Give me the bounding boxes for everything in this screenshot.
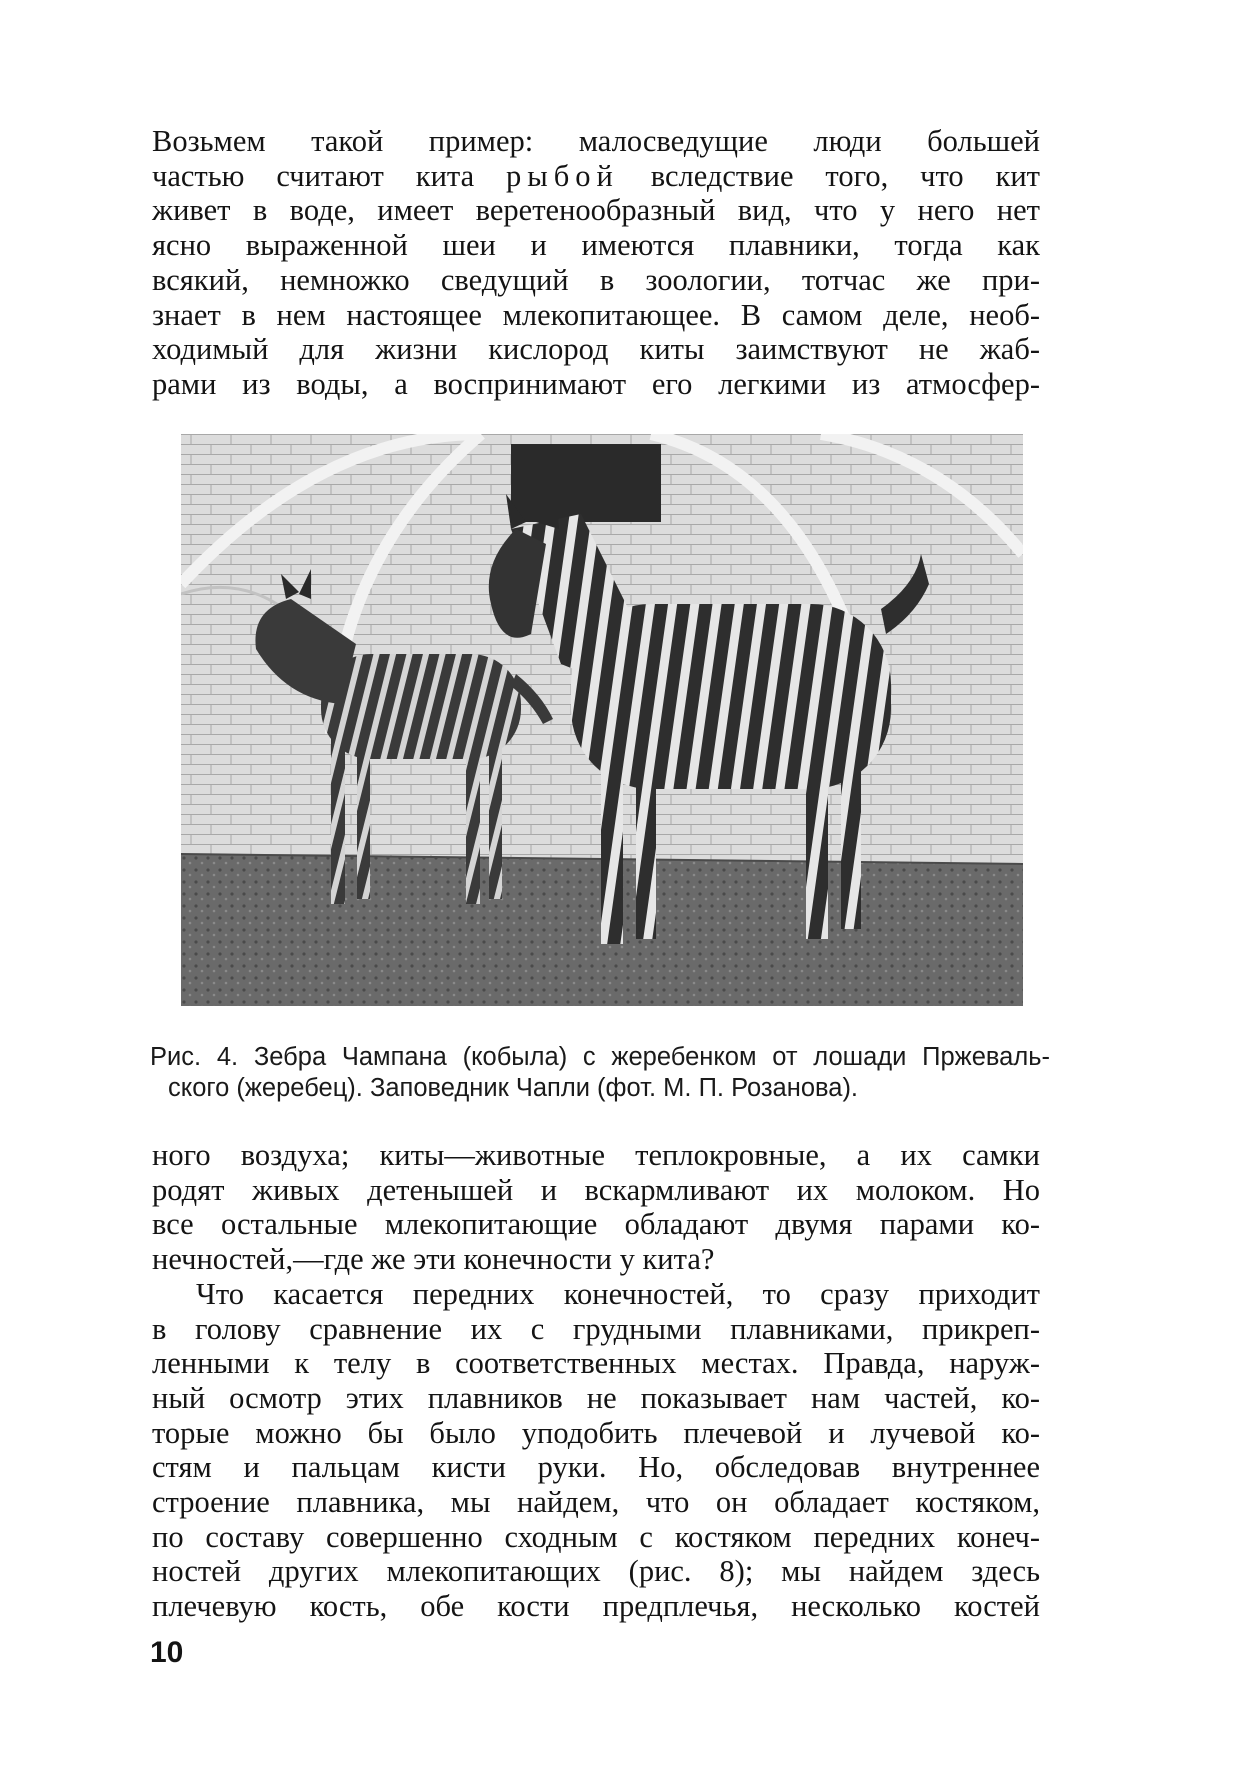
text-line: стям и пальцам кисти руки. Но, обследовав внутреннее — [152, 1450, 1040, 1485]
body-text-top — [152, 124, 1040, 402]
body-text-bottom — [152, 1138, 1040, 1624]
text-line: все остальные млекопитающие обладают двумя парами ко- — [152, 1207, 1040, 1242]
figure-caption — [150, 1042, 1050, 1104]
text-line: Что касается передних конечностей, то сразу приходит — [196, 1276, 1040, 1311]
text-line: родят живых детенышей и вскармливают их молоком. Но — [152, 1172, 1040, 1207]
text-line: по составу совершенно сходным с костяком передних конеч- — [152, 1519, 1040, 1554]
spaced-word: рыбой — [506, 158, 619, 193]
text-line: Возьмем такой пример: малосведущие люди большей — [152, 124, 1040, 158]
text-line: ходимый для жизни кислород киты заимствуют не жаб- — [152, 332, 1040, 367]
caption-line: ского (жеребец). Заповедник Чапли (фот. М. П. Розанова). — [168, 1074, 859, 1102]
text-line: рами из воды, а воспринимают его легкими из атмосфер- — [152, 366, 1040, 401]
text-line: торые можно бы было уподобить плечевой и лучевой ко- — [152, 1415, 1040, 1450]
text-line: ясно выраженной шеи и имеются плавники, тогда как — [152, 228, 1040, 263]
caption-line: Рис. 4. Зебра Чампана (кобыла) с жеребенком от лошади Пржеваль- — [150, 1043, 1050, 1071]
text-line: в голову сравнение их с грудными плавниками, прикреп- — [152, 1311, 1040, 1346]
text-line: ного воздуха; киты—животные теплокровные, а их самки — [152, 1138, 1040, 1172]
zebra-photograph — [181, 434, 1023, 1006]
text-line: ный осмотр этих плавников не показывает нам частей, ко- — [152, 1380, 1040, 1415]
text-line: живет в воде, имеет веретенообразный вид, что у него нет — [152, 193, 1040, 228]
text-line: знает в нем настоящее млекопитающее. В самом деле, необ- — [152, 297, 1040, 332]
text-line: ленными к телу в соответственных местах. Правда, наруж- — [152, 1346, 1040, 1381]
text-line: всякий, немножко сведущий в зоологии, тотчас же при- — [152, 262, 1040, 297]
text-line: строение плавника, мы найдем, что он обладает костяком, — [152, 1485, 1040, 1520]
text-line: плечевую кость, обе кости предплечья, несколько костей — [152, 1589, 1040, 1624]
text-line: нечностей,—где же эти конечности у кита? — [152, 1242, 715, 1277]
page-number: 10 — [150, 1636, 184, 1669]
text-line: ностей других млекопитающих (рис. 8); мы найдем здесь — [152, 1554, 1040, 1589]
text-line: частью считают кита рыбой вследствие того, что кит — [152, 158, 1040, 193]
